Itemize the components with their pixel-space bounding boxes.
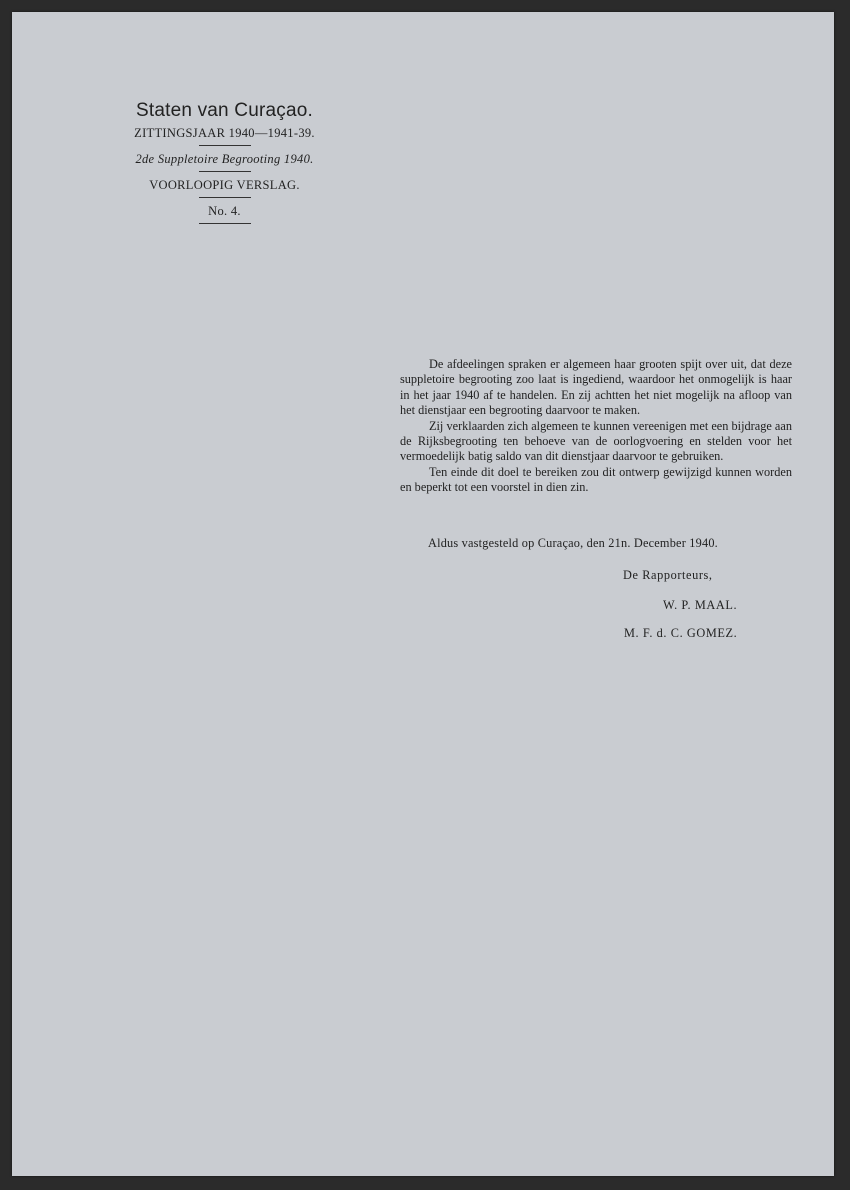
document-number: No. 4.	[208, 204, 241, 218]
header-divider	[199, 197, 251, 198]
session-line: ZITTINGSJAAR 1940—1941-39.	[134, 126, 315, 140]
document-title: Staten van Curaçao.	[135, 100, 314, 121]
header-divider	[199, 223, 251, 224]
report-type: VOORLOOPIG VERSLAG.	[149, 178, 300, 192]
paragraph: Zij verklaarden zich algemeen te kunnen vereenigen met een bijdrage aan de Rijksbegrooting ten behoeve van de oorlogvoering en stelden voor het vermoedelijk batig saldo van dit dienstjaar daarvoor te gebruiken.	[400, 418, 792, 464]
document-page	[12, 12, 834, 1176]
paragraph: Ten einde dit doel te bereiken zou dit ontwerp gewijzigd kunnen worden en beperkt tot een voorstel in dien zin.	[400, 464, 792, 495]
signature-name: M. F. d. C. GOMEZ.	[624, 626, 738, 640]
closing-line: Aldus vastgesteld op Curaçao, den 21n. December 1940.	[428, 536, 718, 550]
document-header	[112, 100, 337, 228]
signatures-heading: De Rapporteurs,	[623, 568, 713, 582]
report-body	[400, 357, 792, 496]
header-divider	[199, 171, 251, 172]
header-divider	[199, 145, 251, 146]
signature-name: W. P. MAAL.	[663, 598, 738, 612]
paragraph: De afdeelingen spraken er algemeen haar grooten spijt over uit, dat deze suppletoire begrooting zoo laat is ingediend, waardoor het onmogelijk is haar in het jaar 1940 af te handelen. En zij achtten het niet mogelijk na afloop van het dienstjaar een begrooting daarvoor te maken.	[400, 357, 792, 418]
subject-line: 2de Suppletoire Begrooting 1940.	[135, 152, 314, 166]
